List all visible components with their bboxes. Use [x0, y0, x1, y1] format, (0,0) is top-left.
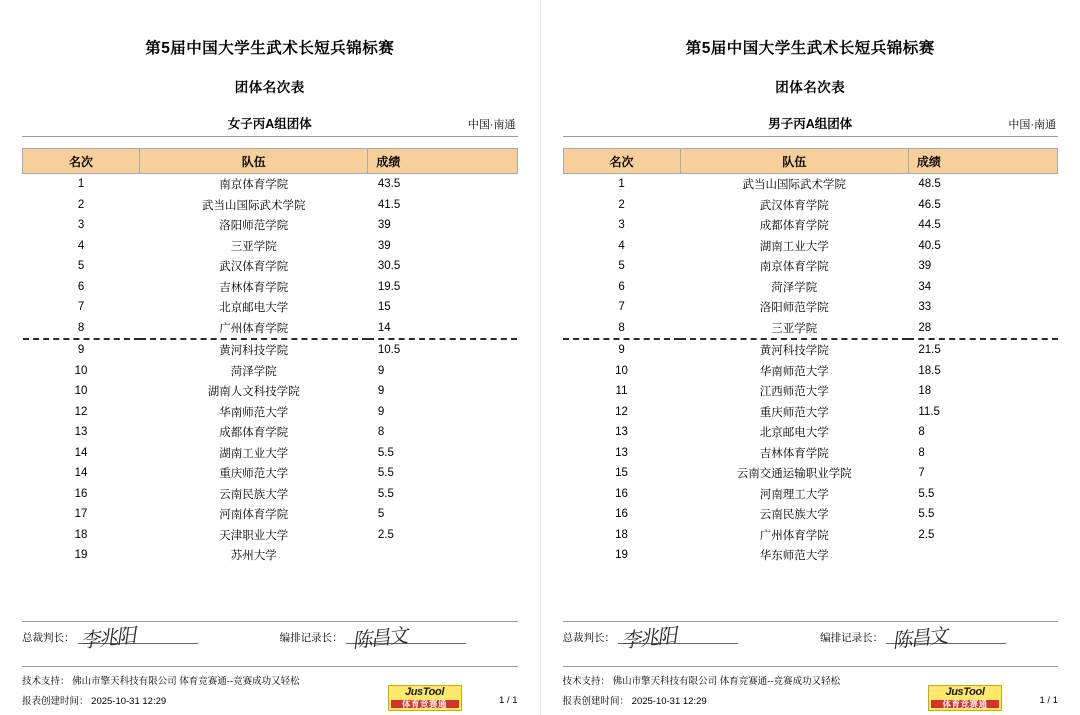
brand-logo	[388, 685, 462, 711]
cell-score: 5.5	[918, 508, 935, 521]
brand-name: JusTool	[945, 686, 985, 698]
recorder-signature: 陈昌文	[891, 625, 948, 653]
rank-table-right	[563, 148, 1059, 566]
table-row	[563, 402, 1058, 423]
table-row	[23, 277, 518, 298]
table-row	[563, 443, 1058, 464]
table-row	[563, 339, 1058, 361]
table-row	[563, 422, 1058, 443]
cell-score	[908, 545, 1057, 566]
table-row	[563, 545, 1058, 566]
cell-score: 39	[377, 239, 391, 252]
cell-rank: 1	[77, 178, 85, 191]
cell-rank: 1	[618, 178, 625, 191]
cell-score: 5.5	[377, 467, 394, 480]
signature-line	[563, 621, 1059, 664]
cell-rank: 6	[77, 280, 85, 293]
cell-team: 广州体育学院	[759, 529, 829, 542]
table-row	[563, 256, 1058, 277]
cell-rank: 6	[618, 280, 625, 293]
created-time-text	[563, 693, 707, 707]
table-row	[23, 504, 518, 525]
chief-referee-block	[562, 625, 821, 664]
brand-subtitle: 体育竞赛通	[931, 700, 999, 709]
table-row	[23, 443, 518, 464]
cell-rank: 14	[74, 467, 88, 480]
table-row	[23, 463, 518, 484]
table-row	[563, 215, 1058, 236]
cell-rank: 2	[618, 198, 625, 211]
cell-rank: 15	[615, 467, 628, 480]
event-location: 中国·南通	[467, 119, 516, 131]
tech-support-text: 技术支持： 佛山市擎天科技有限公司 体育竞赛通--竞赛成功又轻松	[562, 676, 841, 687]
cell-score: 28	[908, 318, 1057, 340]
cell-rank: 16	[615, 508, 628, 521]
cell-team: 黄河科技学院	[759, 345, 829, 358]
cell-rank: 19	[615, 549, 628, 562]
column-header-rank: 名次	[23, 149, 140, 174]
event-category: 女子丙A组团体	[227, 117, 312, 131]
recorder-block	[820, 625, 1058, 664]
cell-rank: 4	[618, 239, 625, 252]
cell-team: 河南理工大学	[759, 488, 829, 501]
cell-rank: 16	[74, 487, 88, 500]
cell-score: 39	[377, 219, 391, 232]
cell-team: 华东师范大学	[759, 550, 829, 563]
table-row	[23, 339, 518, 361]
cell-rank: 18	[74, 528, 88, 541]
page-number: 1 / 1	[1039, 694, 1058, 706]
cell-team: 云南民族大学	[219, 488, 289, 501]
cell-score: 5.5	[377, 487, 394, 500]
cell-team: 北京邮电大学	[219, 302, 289, 315]
cell-team: 武汉体育学院	[219, 261, 289, 274]
cell-score: 18.5	[918, 364, 941, 377]
cell-score: 9	[377, 364, 385, 377]
cell-team: 武当山国际武术学院	[201, 199, 306, 212]
cell-score: 18	[918, 385, 932, 398]
table-row	[23, 525, 518, 546]
chief-referee-signature: 李兆阳	[619, 625, 676, 653]
event-location: 中国·南通	[1008, 119, 1056, 131]
cell-score: 2.5	[377, 528, 394, 541]
table-row	[563, 236, 1058, 257]
cell-rank: 10	[615, 364, 628, 377]
table-header-row	[23, 149, 518, 174]
cell-score: 34	[918, 280, 932, 293]
cell-team: 重庆师范大学	[759, 406, 829, 419]
cell-score: 30.5	[377, 260, 401, 273]
cell-rank: 12	[615, 405, 628, 418]
page-title: 第5届中国大学生武术长短兵锦标赛	[685, 40, 935, 57]
cell-team: 吉林体育学院	[759, 447, 829, 460]
table-row	[23, 545, 518, 566]
cell-score: 39	[918, 260, 932, 273]
table-row	[563, 318, 1058, 340]
cell-rank: 12	[74, 405, 88, 418]
cell-rank: 13	[74, 426, 88, 439]
cell-team: 三亚学院	[230, 240, 277, 253]
table-row	[23, 297, 518, 318]
page-subtitle: 团体名次表	[775, 80, 846, 95]
cell-rank: 7	[618, 301, 625, 314]
cell-team: 重庆师范大学	[219, 468, 289, 481]
cell-team: 广州体育学院	[140, 318, 368, 340]
column-header-team: 队伍	[680, 149, 908, 174]
cell-team: 菏泽学院	[771, 281, 818, 294]
cell-score: 19.5	[377, 280, 401, 293]
cell-rank: 19	[74, 549, 88, 562]
cell-rank: 17	[74, 508, 88, 521]
meta-row	[22, 114, 518, 137]
table-header-row	[563, 149, 1058, 174]
cell-team: 南京体育学院	[759, 261, 829, 274]
cell-rank: 5	[618, 260, 625, 273]
cell-score: 7	[918, 467, 925, 480]
cell-score: 2.5	[918, 528, 935, 541]
chief-referee-signature: 李兆阳	[79, 625, 136, 653]
table-row	[23, 402, 518, 423]
table-row	[563, 297, 1058, 318]
recorder-label: 编排记录长：	[279, 632, 343, 644]
page-subtitle: 团体名次表	[234, 80, 305, 95]
cell-rank: 13	[615, 446, 628, 459]
cell-score: 10.5	[377, 344, 401, 357]
table-row	[23, 236, 518, 257]
table-row	[23, 174, 518, 195]
cell-team: 江西师范大学	[759, 386, 829, 399]
table-row	[23, 381, 518, 402]
table-row	[23, 484, 518, 505]
cell-rank: 3	[77, 219, 85, 232]
create-time-row	[563, 688, 1059, 707]
cell-score: 33	[918, 301, 932, 314]
table-row	[563, 195, 1058, 216]
page-number: 1 / 1	[499, 694, 518, 706]
table-row	[563, 381, 1058, 402]
cell-team: 河南体育学院	[219, 509, 289, 522]
cell-team: 武汉体育学院	[759, 199, 829, 212]
cell-rank: 7	[77, 301, 85, 314]
cell-rank: 5	[77, 260, 85, 273]
table-row	[563, 174, 1058, 195]
sheet-footer-right	[563, 621, 1059, 707]
recorder-signature: 陈昌文	[350, 625, 407, 653]
column-header-score: 成绩	[908, 149, 1057, 174]
cell-score: 43.5	[377, 178, 401, 191]
cell-rank: 8	[23, 318, 140, 340]
cell-score: 5	[377, 508, 385, 521]
chief-referee-label: 总裁判长：	[22, 632, 75, 644]
created-time-text	[22, 693, 166, 707]
recorder-block	[279, 625, 518, 664]
cell-team: 云南交通运输职业学院	[736, 468, 852, 481]
table-row	[23, 318, 518, 340]
table-row	[23, 361, 518, 382]
cell-team: 北京邮电大学	[759, 427, 829, 440]
cell-rank: 4	[77, 239, 85, 252]
cell-score: 48.5	[918, 178, 941, 191]
cell-score: 41.5	[377, 198, 401, 211]
column-header-team: 队伍	[140, 149, 368, 174]
cell-score: 21.5	[918, 344, 941, 357]
cell-team: 成都体育学院	[759, 220, 829, 233]
cell-team: 武当山国际武术学院	[742, 179, 846, 192]
created-value: 2025-10-31 12:29	[631, 696, 707, 707]
cell-score: 15	[377, 301, 391, 314]
recorder-label: 编排记录长：	[820, 632, 884, 644]
brand-name: JusTool	[405, 686, 444, 698]
table-row	[563, 484, 1058, 505]
cell-score: 14	[368, 318, 517, 340]
report-sheet-right	[541, 0, 1080, 715]
cell-score: 40.5	[918, 239, 941, 252]
cell-score: 46.5	[918, 198, 941, 211]
brand-subtitle: 体育竞赛通	[391, 700, 459, 709]
cell-score	[368, 545, 517, 566]
event-category: 男子丙A组团体	[768, 117, 853, 131]
cell-rank: 3	[618, 219, 625, 232]
created-value: 2025-10-31 12:29	[91, 696, 167, 707]
column-header-score: 成绩	[368, 149, 517, 174]
table-row	[563, 504, 1058, 525]
signature-line	[22, 621, 518, 664]
chief-referee-label: 总裁判长：	[562, 632, 615, 644]
cell-team: 菏泽学院	[230, 365, 277, 378]
create-time-row	[22, 688, 518, 707]
cell-score: 8	[918, 426, 925, 439]
cell-score: 9	[377, 405, 385, 418]
created-label: 报表创建时间：	[22, 696, 89, 707]
cell-team: 华南师范大学	[219, 406, 289, 419]
cell-score: 5.5	[377, 446, 394, 459]
cell-rank: 14	[74, 446, 88, 459]
cell-rank: 18	[615, 528, 628, 541]
cell-team: 湖南人文科技学院	[207, 386, 300, 399]
cell-score: 8	[918, 446, 925, 459]
rank-table-body-left	[23, 174, 518, 566]
cell-rank: 13	[615, 426, 628, 439]
cell-team: 黄河科技学院	[219, 345, 289, 358]
page-title: 第5届中国大学生武术长短兵锦标赛	[145, 40, 395, 57]
cell-team: 洛阳师范学院	[759, 302, 829, 315]
cell-rank: 11	[615, 385, 628, 398]
rank-table-body-right	[563, 174, 1058, 566]
meta-row	[563, 114, 1059, 137]
cell-team: 洛阳师范学院	[219, 220, 289, 233]
cell-team: 湖南工业大学	[219, 447, 289, 460]
cell-team: 云南民族大学	[759, 509, 829, 522]
cell-team: 成都体育学院	[219, 427, 289, 440]
cell-rank: 10	[74, 364, 88, 377]
cell-rank: 16	[615, 487, 628, 500]
rank-table-left	[22, 148, 518, 566]
tech-support-text: 技术支持： 佛山市擎天科技有限公司 体育竞赛通--竞赛成功又轻松	[22, 676, 300, 687]
cell-team: 天津职业大学	[219, 529, 289, 542]
sheet-footer-left	[22, 621, 518, 707]
created-label: 报表创建时间：	[562, 696, 630, 707]
cell-score: 11.5	[918, 405, 940, 418]
cell-score: 8	[377, 426, 385, 439]
table-row	[23, 195, 518, 216]
table-row	[23, 422, 518, 443]
table-row	[23, 256, 518, 277]
cell-team: 三亚学院	[680, 318, 908, 340]
cell-team: 华南师范大学	[759, 365, 829, 378]
column-header-rank: 名次	[563, 149, 680, 174]
table-row	[563, 361, 1058, 382]
cell-rank: 8	[563, 318, 680, 340]
cell-rank: 10	[74, 385, 88, 398]
cell-rank: 9	[77, 344, 85, 357]
chief-referee-block	[22, 625, 280, 664]
cell-rank: 9	[618, 344, 625, 357]
table-row	[563, 277, 1058, 298]
table-row	[23, 215, 518, 236]
table-row	[563, 463, 1058, 484]
cell-team: 苏州大学	[230, 550, 277, 563]
cell-rank: 2	[77, 198, 85, 211]
brand-logo	[928, 685, 1002, 711]
cell-score: 9	[377, 385, 385, 398]
cell-team: 湖南工业大学	[759, 240, 829, 253]
cell-score: 44.5	[918, 219, 941, 232]
cell-team: 南京体育学院	[219, 179, 289, 192]
cell-score: 5.5	[918, 487, 935, 500]
table-row	[563, 525, 1058, 546]
cell-team: 吉林体育学院	[219, 281, 289, 294]
